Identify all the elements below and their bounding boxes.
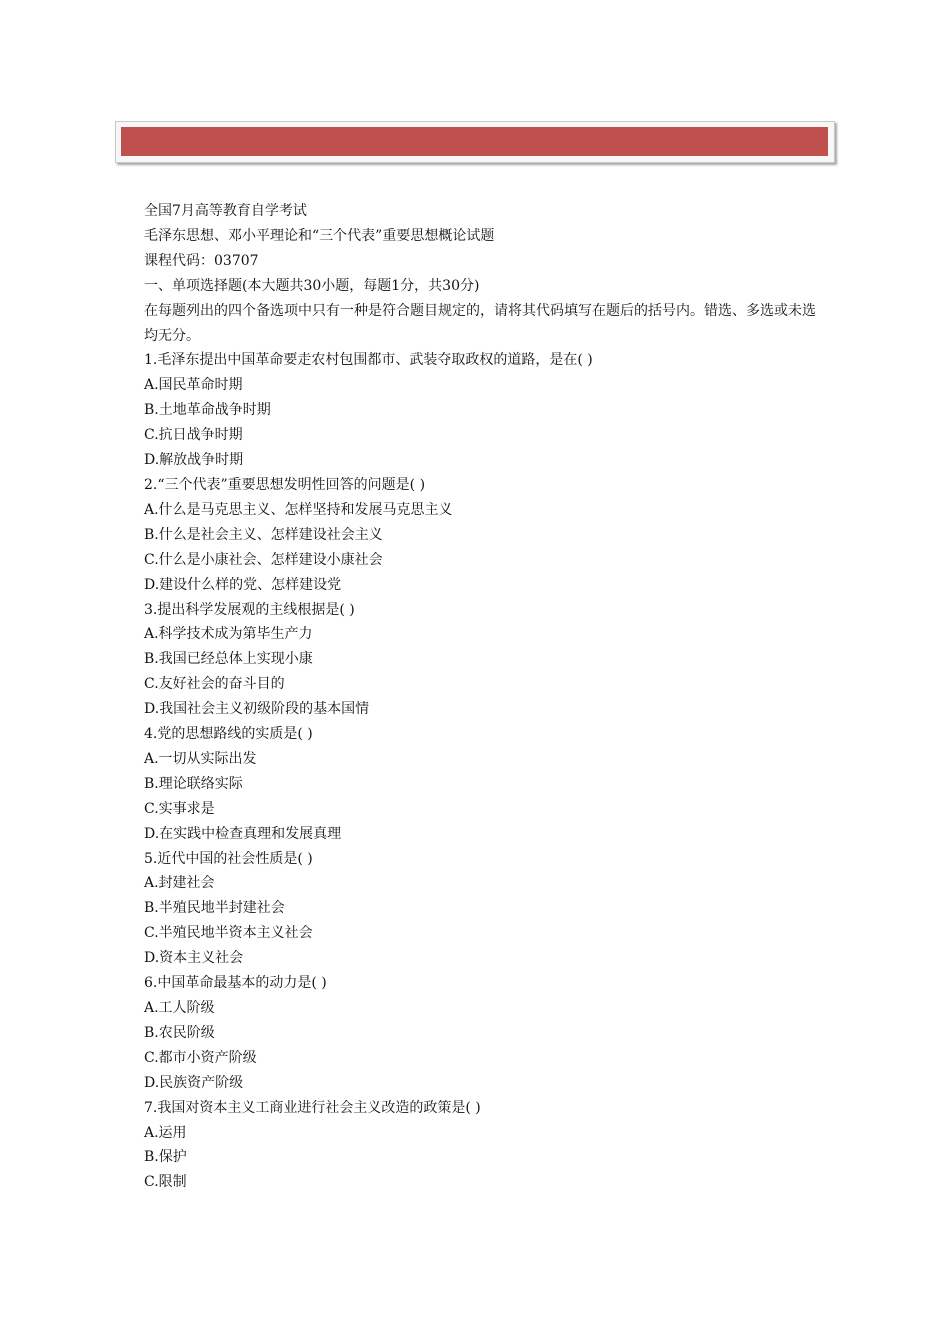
option-d: D.在实践中检查真理和发展真理 <box>144 825 342 842</box>
option-b: B.理论联络实际 <box>144 775 243 792</box>
course-code: 课程代码：03707 <box>144 252 259 269</box>
option-a: A.工人阶级 <box>144 1000 215 1016</box>
exam-document <box>144 199 824 1195</box>
question-text: 3.提出科学发展观的主线根据是( ) <box>144 601 355 618</box>
option-d: D.民族资产阶级 <box>144 1074 244 1091</box>
question-text: 7.我国对资本主义工商业进行社会主义改造的政策是( ) <box>144 1099 481 1116</box>
option-c: C.半殖民地半资本主义社会 <box>144 925 313 942</box>
header-banner-fill <box>121 127 828 156</box>
option-c: C.实事求是 <box>144 800 215 817</box>
option-d: D.解放战争时期 <box>144 452 244 469</box>
option-c: C.都市小资产阶级 <box>144 1049 257 1066</box>
option-d: D.建设什么样的党、怎样建设党 <box>144 576 342 593</box>
exam-title: 全国7月高等教育自学考试 <box>144 203 307 219</box>
question-1 <box>144 348 824 473</box>
option-b: B.我国已经总体上实现小康 <box>144 651 313 668</box>
question-7 <box>144 1096 824 1196</box>
option-a: A.一切从实际出发 <box>144 750 257 767</box>
option-a: A.封建社会 <box>144 875 215 892</box>
option-b: B.保护 <box>144 1149 187 1166</box>
option-c: C.限制 <box>144 1174 187 1191</box>
option-b: B.什么是社会主义、怎样建设社会主义 <box>144 526 383 543</box>
option-a: A.运用 <box>144 1124 187 1141</box>
option-c: C.什么是小康社会、怎样建设小康社会 <box>144 551 383 568</box>
question-text: 1.毛泽东提出中国革命要走农村包围都市、武装夺取政权的道路，是在( ) <box>144 352 593 369</box>
option-b: B.半殖民地半封建社会 <box>144 900 285 917</box>
option-d: D.资本主义社会 <box>144 950 244 967</box>
option-a: A.国民革命时期 <box>144 377 243 394</box>
section-instructions: 在每题列出的四个备选项中只有一种是符合题目规定的，请将其代码填写在题后的括号内。错选、多选或未选均无分。 <box>144 302 816 344</box>
option-a: A.什么是马克思主义、怎样坚持和发展马克思主义 <box>144 501 453 518</box>
question-4 <box>144 722 824 847</box>
option-c: C.友好社会的奋斗目的 <box>144 676 285 693</box>
question-text: 2.“三个代表”重要思想发明性回答的问题是( ) <box>144 476 426 493</box>
question-3 <box>144 598 824 723</box>
section-title: 一、单项选择题(本大题共30小题，每题1分，共30分) <box>144 277 480 294</box>
question-text: 4.党的思想路线的实质是( ) <box>144 726 313 743</box>
header-banner <box>115 121 835 163</box>
question-6 <box>144 971 824 1096</box>
question-2 <box>144 473 824 598</box>
question-5 <box>144 847 824 972</box>
question-text: 6.中国革命最基本的动力是( ) <box>144 975 327 992</box>
subject-title: 毛泽东思想、邓小平理论和“三个代表”重要思想概论试题 <box>144 227 495 244</box>
option-b: B.土地革命战争时期 <box>144 402 271 419</box>
option-c: C.抗日战争时期 <box>144 427 243 444</box>
option-b: B.农民阶级 <box>144 1024 215 1041</box>
option-d: D.我国社会主义初级阶段的基本国情 <box>144 701 370 718</box>
question-text: 5.近代中国的社会性质是( ) <box>144 850 313 867</box>
option-a: A.科学技术成为第毕生产力 <box>144 626 313 643</box>
